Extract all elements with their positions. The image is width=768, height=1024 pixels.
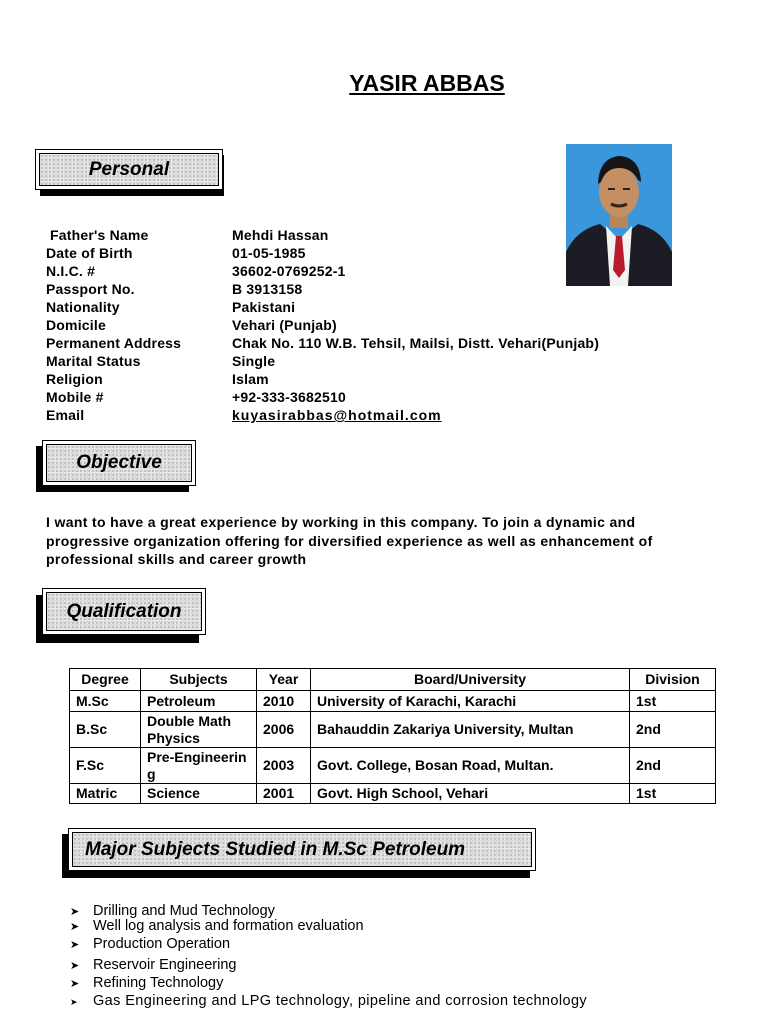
table-cell: 2nd: [630, 748, 716, 784]
arrowhead-bullet-icon: ➤: [70, 997, 78, 1007]
list-item-text: Reservoir Engineering: [93, 957, 237, 973]
table-cell: 2006: [257, 712, 311, 748]
table-cell: Matric: [70, 784, 141, 804]
list-item-text: Drilling and Mud Technology: [93, 903, 275, 919]
section-heading-personal: [35, 149, 225, 197]
column-header: Degree: [70, 669, 141, 691]
table-cell: 2010: [257, 691, 311, 712]
table-cell: M.Sc: [70, 691, 141, 712]
table-header-row: [70, 669, 716, 691]
table-cell: 1st: [630, 691, 716, 712]
table-row: [70, 748, 716, 784]
field-label: Father's Name: [50, 227, 149, 243]
field-label: Marital Status: [46, 353, 141, 369]
field-label: Passport No.: [46, 281, 135, 297]
table-cell: 1st: [630, 784, 716, 804]
field-label: Religion: [46, 371, 103, 387]
field-label: Permanent Address: [46, 335, 182, 351]
resume-name: YASIR ABBAS: [349, 70, 505, 96]
table-cell: Science: [141, 784, 257, 804]
arrowhead-bullet-icon: ➤: [70, 960, 80, 972]
field-label: N.I.C. #: [46, 263, 96, 279]
section-heading-qualification: [36, 588, 206, 643]
field-label: Email: [46, 407, 85, 423]
list-item-text: Refining Technology: [93, 975, 224, 991]
table-cell: Govt. College, Bosan Road, Multan.: [311, 748, 630, 784]
profile-photo: [566, 144, 672, 286]
email-link[interactable]: kuyasirabbas@hotmail.com: [232, 407, 442, 423]
arrowhead-bullet-icon: ➤: [70, 921, 80, 933]
qualification-table: [69, 668, 716, 804]
objective-text: I want to have a great experience by working in this company. To join a dynamic and progressive organization offering for diversified experience as well as enhancement of professional skills and career growth: [46, 514, 653, 567]
field-label: Nationality: [46, 299, 120, 315]
section-heading-major-subjects: [62, 828, 536, 878]
table-cell: Pre-Engineering: [141, 748, 257, 784]
column-header: Division: [630, 669, 716, 691]
field-value: 36602-0769252-1: [232, 263, 346, 279]
table-cell: 2nd: [630, 712, 716, 748]
table-cell: 2001: [257, 784, 311, 804]
field-value: +92-333-3682510: [232, 389, 346, 405]
table-cell: Bahauddin Zakariya University, Multan: [311, 712, 630, 748]
arrowhead-bullet-icon: ➤: [70, 939, 80, 951]
table-cell: B.Sc: [70, 712, 141, 748]
field-value: B 3913158: [232, 281, 303, 297]
list-item-text: Production Operation: [93, 936, 231, 952]
arrowhead-bullet-icon: ➤: [70, 978, 80, 990]
table-cell: Govt. High School, Vehari: [311, 784, 630, 804]
table-row: [70, 712, 716, 748]
field-label: Date of Birth: [46, 245, 133, 261]
section-title: Qualification: [66, 600, 182, 622]
list-item-text: Gas Engineering and LPG technology, pipeline and corrosion technology: [93, 993, 588, 1009]
table-cell: 2003: [257, 748, 311, 784]
table-cell: Double Math Physics: [141, 712, 257, 748]
field-value: Vehari (Punjab): [232, 317, 337, 333]
list-item-text: Well log analysis and formation evaluation: [93, 918, 364, 934]
column-header: Year: [257, 669, 311, 691]
section-title: Objective: [76, 452, 162, 473]
arrowhead-bullet-icon: ➤: [70, 906, 80, 918]
table-cell: F.Sc: [70, 748, 141, 784]
column-header: Subjects: [141, 669, 257, 691]
field-value: Pakistani: [232, 299, 296, 315]
field-label: Domicile: [46, 317, 106, 333]
field-value: Chak No. 110 W.B. Tehsil, Mailsi, Distt. Vehari(Punjab): [232, 335, 600, 351]
table-cell: Petroleum: [141, 691, 257, 712]
column-header: Board/University: [311, 669, 630, 691]
field-value: Mehdi Hassan: [232, 227, 329, 243]
field-label: Mobile #: [46, 389, 104, 405]
field-value: Islam: [232, 371, 269, 387]
table-row: [70, 784, 716, 804]
table-row: [70, 691, 716, 712]
section-heading-objective: [36, 440, 196, 492]
section-title: Major Subjects Studied in M.Sc Petroleum: [85, 838, 466, 860]
table-cell: University of Karachi, Karachi: [311, 691, 630, 712]
field-value: 01-05-1985: [232, 245, 306, 261]
field-value: Single: [232, 353, 276, 369]
section-title: Personal: [88, 158, 170, 180]
